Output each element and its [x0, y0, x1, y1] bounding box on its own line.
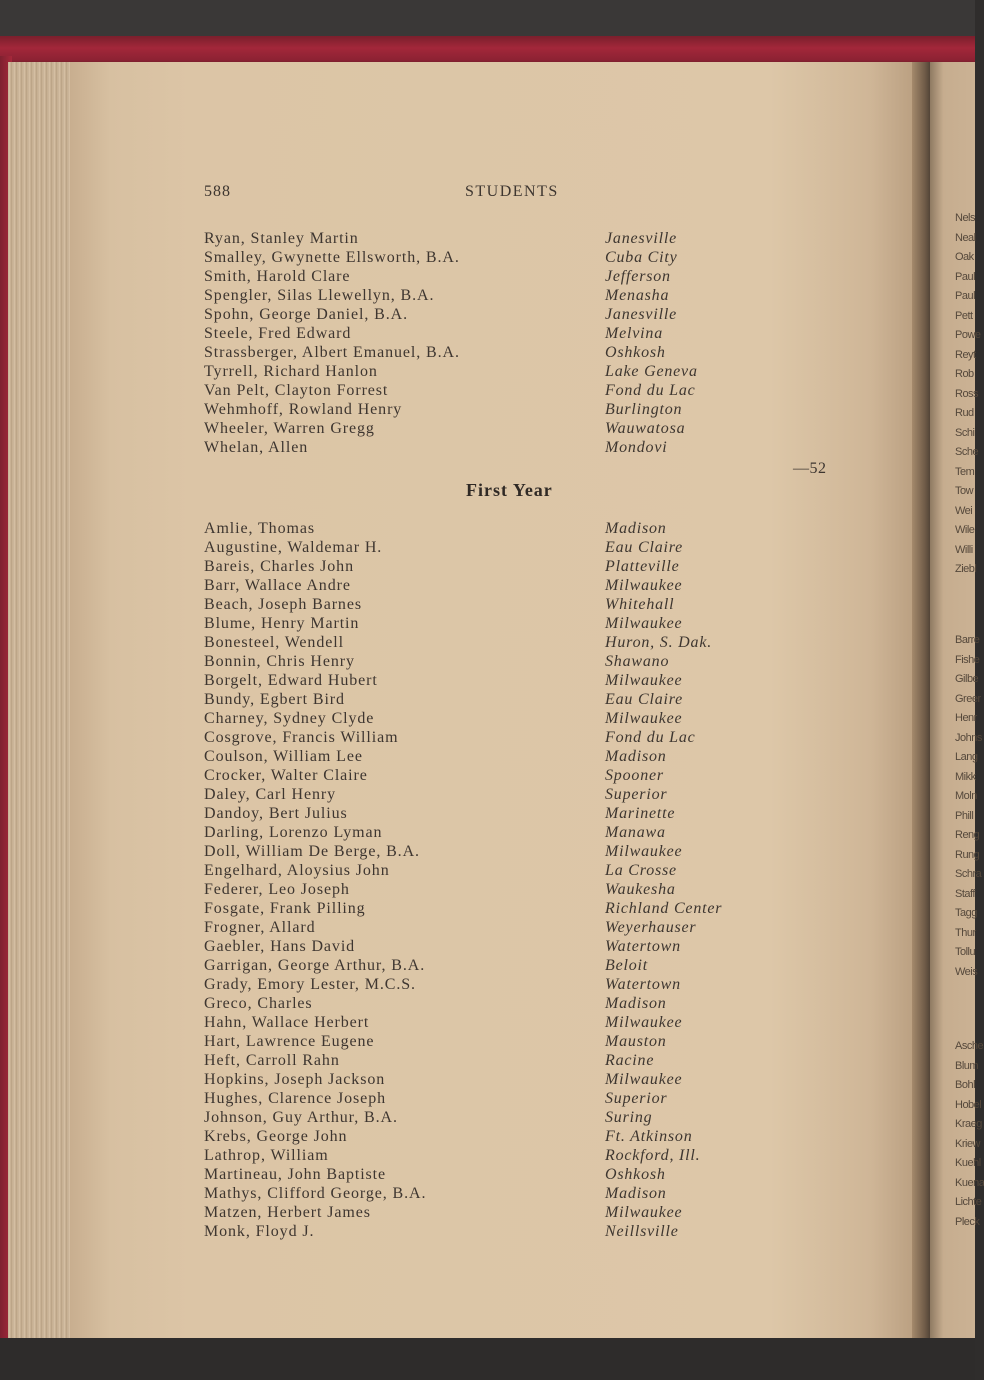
student-hometown: Marinette [605, 805, 676, 822]
facing-page-fragment: Henr [955, 712, 977, 724]
student-name: Federer, Leo Joseph [204, 881, 350, 898]
student-name: Tyrrell, Richard Hanlon [204, 363, 378, 380]
section-heading: First Year [466, 480, 553, 500]
facing-page-fragment: Kuena [955, 1176, 984, 1189]
student-hometown: Madison [605, 1185, 667, 1202]
section-subtotal: —52 [793, 460, 827, 477]
student-name: Hughes, Clarence Joseph [204, 1090, 386, 1107]
facing-page-fragment: Tagg [955, 907, 977, 919]
facing-page-fragment: Nels [955, 212, 976, 224]
student-name: Bonnin, Chris Henry [204, 653, 355, 670]
facing-page-fragment: Lichte [955, 1196, 982, 1208]
facing-page-fragment: Wile [955, 524, 975, 536]
facing-page-fragment: Kraeg [955, 1118, 982, 1130]
student-name: Hart, Lawrence Eugene [204, 1033, 375, 1050]
student-hometown: Wauwatosa [605, 420, 686, 437]
facing-page-fragment: Gilbe [955, 673, 979, 685]
student-name: Borgelt, Edward Hubert [204, 672, 378, 689]
facing-page-fragment: Rud [955, 407, 974, 419]
student-hometown: Mondovi [605, 439, 668, 456]
student-name: Hahn, Wallace Herbert [204, 1014, 370, 1031]
student-name: Martineau, John Baptiste [204, 1166, 387, 1183]
facing-page-fragment: Ziebl [955, 563, 977, 575]
student-hometown: Jefferson [605, 268, 671, 285]
student-name: Beach, Joseph Barnes [204, 596, 362, 613]
facing-page-fragment: Tow [955, 485, 974, 497]
student-hometown: Milwaukee [605, 1071, 683, 1088]
student-hometown: Menasha [605, 287, 670, 304]
student-hometown: Janesville [605, 230, 677, 247]
student-name: Krebs, George John [204, 1128, 348, 1145]
student-hometown: Suring [605, 1109, 653, 1126]
student-hometown: Madison [605, 748, 667, 765]
student-hometown: Shawano [605, 653, 670, 670]
student-hometown: Weyerhauser [605, 919, 697, 936]
student-hometown: Burlington [605, 401, 683, 418]
facing-page-fragment: Pleck [955, 1215, 980, 1228]
facing-page-fragment: Powe [955, 329, 981, 341]
facing-page-fragment: Paul [955, 290, 976, 302]
facing-page-fragment: Tollu [955, 946, 976, 958]
student-hometown: Watertown [605, 976, 681, 993]
student-hometown: Richland Center [605, 900, 723, 917]
student-hometown: Whitehall [605, 596, 675, 613]
facing-page-fragment: Reng [955, 829, 980, 841]
facing-page-fragment: Johns [955, 731, 982, 744]
student-hometown: Oshkosh [605, 1166, 666, 1183]
facing-page-fragment: Kriew [955, 1137, 981, 1150]
student-hometown: Watertown [605, 938, 681, 955]
student-hometown: Madison [605, 995, 667, 1012]
student-hometown: Waukesha [605, 881, 676, 898]
facing-page-text [955, 0, 984, 1380]
student-hometown: Fond du Lac [605, 382, 696, 399]
student-hometown: Milwaukee [605, 710, 683, 727]
student-hometown: La Crosse [605, 862, 677, 879]
student-name: Garrigan, George Arthur, B.A. [204, 957, 426, 974]
student-hometown: Eau Claire [605, 539, 684, 556]
student-name: Matzen, Herbert James [204, 1204, 371, 1221]
student-name: Dandoy, Bert Julius [204, 805, 348, 822]
student-name: Blume, Henry Martin [204, 615, 360, 632]
book-page [70, 62, 925, 1340]
student-hometown: Neillsville [605, 1223, 679, 1240]
student-hometown: Ft. Atkinson [605, 1128, 693, 1145]
facing-page-fragment: Lang [955, 751, 978, 763]
scan-background-top [0, 0, 975, 40]
facing-page-fragment: Schi [955, 426, 975, 439]
student-name: Whelan, Allen [204, 439, 309, 456]
facing-page-fragment: Paul [955, 270, 976, 283]
facing-page-fragment: Staff [955, 887, 975, 900]
student-hometown: Fond du Lac [605, 729, 696, 746]
facing-page-fragment: Kuehl [955, 1157, 981, 1169]
facing-page-fragment: Asche [955, 1040, 984, 1052]
student-name: Doll, William De Berge, B.A. [204, 843, 420, 860]
student-name: Greco, Charles [204, 995, 313, 1012]
student-name: Johnson, Guy Arthur, B.A. [204, 1109, 398, 1126]
student-name: Crocker, Walter Claire [204, 767, 368, 784]
facing-page-fragment: Weis [955, 965, 978, 978]
facing-page-fragment: Pett [955, 309, 973, 322]
student-hometown: Manawa [605, 824, 666, 841]
facing-page-fragment: Greer [955, 692, 981, 705]
facing-page-fragment: Moln [955, 790, 977, 802]
student-name: Cosgrove, Francis William [204, 729, 399, 746]
facing-page-fragment: Blum [955, 1059, 979, 1072]
facing-page-fragment: Willi [955, 543, 973, 556]
facing-page-fragment: Barre [955, 634, 980, 646]
student-name: Gaebler, Hans David [204, 938, 356, 955]
student-name: Bundy, Egbert Bird [204, 691, 345, 708]
student-hometown: Janesville [605, 306, 677, 323]
student-name: Bonesteel, Wendell [204, 634, 344, 651]
facing-page-fragment: Rung [955, 848, 980, 861]
facing-page-fragment: Wei [955, 504, 973, 517]
facing-page-fragment: Schra [955, 868, 982, 880]
student-name: Steele, Fred Edward [204, 325, 352, 342]
student-name: Charney, Sydney Clyde [204, 710, 375, 727]
scan-background-bottom [0, 1338, 975, 1380]
student-hometown: Lake Geneva [605, 363, 698, 380]
facing-page-fragment: Bohl [955, 1079, 976, 1091]
facing-page-fragment: Rob [955, 368, 974, 380]
facing-page-fragment: Thur [955, 926, 976, 939]
facing-page-fragment: Oak [955, 251, 974, 263]
facing-page-fragment: Neal [955, 231, 976, 244]
student-hometown: Milwaukee [605, 843, 683, 860]
student-name: Grady, Emory Lester, M.C.S. [204, 976, 416, 993]
facing-page-fragment: Sche [955, 446, 979, 458]
student-hometown: Superior [605, 786, 668, 803]
student-hometown: Milwaukee [605, 577, 683, 594]
facing-page-fragment: Phill [955, 809, 974, 822]
student-hometown: Milwaukee [605, 672, 683, 689]
student-hometown: Huron, S. Dak. [605, 634, 713, 651]
student-name: Smith, Harold Clare [204, 268, 351, 285]
page-number: 588 [204, 183, 231, 200]
student-hometown: Milwaukee [605, 1014, 683, 1031]
student-name: Frogner, Allard [204, 919, 316, 936]
student-name: Coulson, William Lee [204, 748, 363, 765]
student-hometown: Beloit [605, 957, 649, 974]
student-name: Daley, Carl Henry [204, 786, 336, 803]
student-name: Wheeler, Warren Gregg [204, 420, 375, 437]
running-head: STUDENTS [465, 183, 559, 200]
student-hometown: Oshkosh [605, 344, 666, 361]
student-hometown: Racine [605, 1052, 655, 1069]
student-name: Smalley, Gwynette Ellsworth, B.A. [204, 249, 460, 266]
student-hometown: Cuba City [605, 249, 678, 266]
facing-page-fragment: Fishe [955, 653, 980, 666]
student-name: Darling, Lorenzo Lyman [204, 824, 383, 841]
student-hometown: Rockford, Ill. [605, 1147, 701, 1164]
student-hometown: Mauston [605, 1033, 667, 1050]
student-name: Ryan, Stanley Martin [204, 230, 359, 247]
facing-page-fragment: Tem [955, 465, 975, 478]
student-name: Strassberger, Albert Emanuel, B.A. [204, 344, 460, 361]
student-name: Fosgate, Frank Pilling [204, 900, 366, 917]
facing-page-fragment: Reyt [955, 348, 976, 361]
student-hometown: Spooner [605, 767, 664, 784]
student-name: Amlie, Thomas [204, 520, 315, 537]
student-name: Augustine, Waldemar H. [204, 539, 383, 556]
student-name: Monk, Floyd J. [204, 1223, 315, 1240]
student-hometown: Platteville [605, 558, 680, 575]
facing-page-fragment: Ross [955, 387, 979, 400]
student-name: Engelhard, Aloysius John [204, 862, 390, 879]
student-name: Van Pelt, Clayton Forrest [204, 382, 389, 399]
student-name: Mathys, Clifford George, B.A. [204, 1185, 427, 1202]
student-name: Spengler, Silas Llewellyn, B.A. [204, 287, 435, 304]
student-name: Hopkins, Joseph Jackson [204, 1071, 386, 1088]
student-hometown: Superior [605, 1090, 668, 1107]
student-name: Heft, Carroll Rahn [204, 1052, 340, 1069]
student-name: Barr, Wallace Andre [204, 577, 351, 594]
student-hometown: Milwaukee [605, 615, 683, 632]
student-name: Wehmhoff, Rowland Henry [204, 401, 403, 418]
student-name: Lathrop, William [204, 1147, 329, 1164]
student-hometown: Melvina [605, 325, 664, 342]
facing-page-fragment: Hobel [955, 1098, 982, 1111]
page-edges [8, 62, 78, 1344]
student-hometown: Eau Claire [605, 691, 684, 708]
student-name: Spohn, George Daniel, B.A. [204, 306, 408, 323]
student-name: Bareis, Charles John [204, 558, 354, 575]
student-hometown: Madison [605, 520, 667, 537]
facing-page-fragment: Mikk [955, 770, 976, 783]
student-hometown: Milwaukee [605, 1204, 683, 1221]
